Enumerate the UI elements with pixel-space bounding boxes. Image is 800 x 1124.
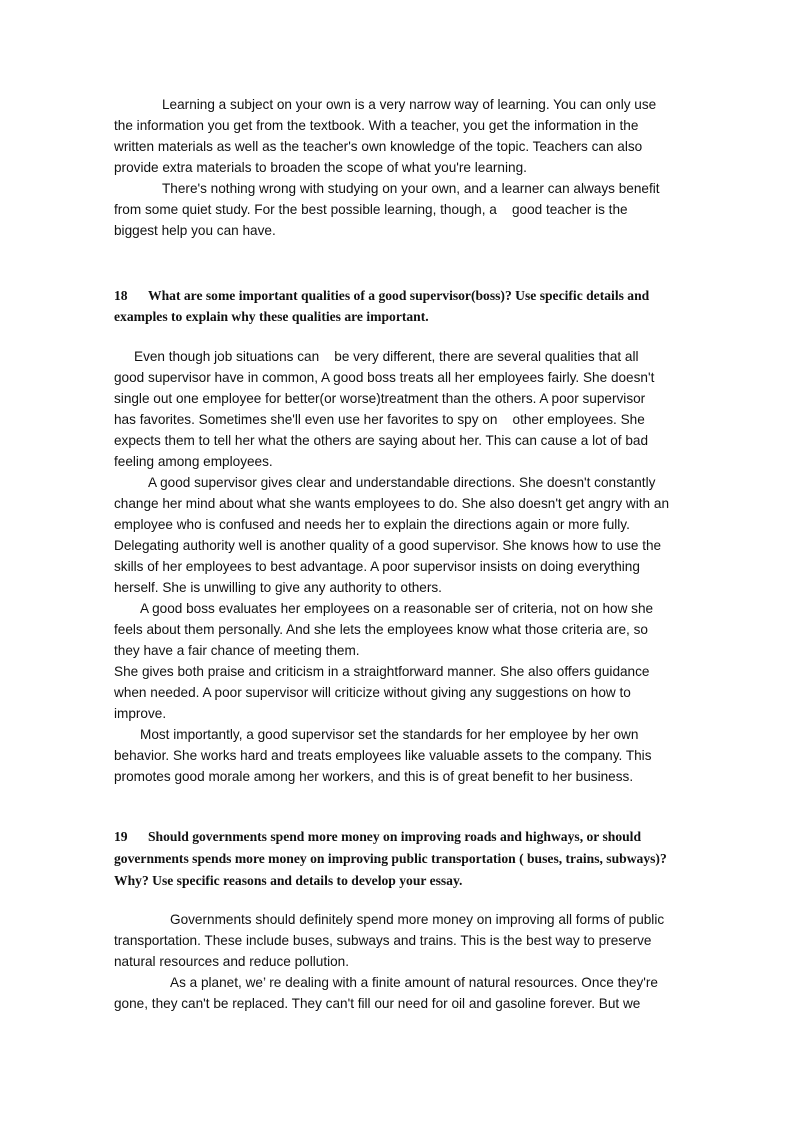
essay17-line: biggest help you can have. (114, 223, 276, 238)
essay18-line: promotes good morale among her workers, and this is of great benefit to her business. (114, 769, 634, 784)
essay18-line: A good boss evaluates her employees on a reasonable ser of criteria, not on how she (140, 601, 654, 616)
essay19-line: Governments should definitely spend more money on improving all forms of public (170, 912, 665, 927)
essay18-line: behavior. She works hard and treats employees like valuable assets to the company. This (114, 748, 652, 763)
essay17-line: from some quiet study. For the best possible learning, though, a good teacher is the (114, 202, 628, 217)
essay17-line: the information you get from the textbook. With a teacher, you get the information in the (114, 118, 639, 133)
question18-heading-line: examples to explain why these qualities are important. (114, 309, 429, 324)
question18-heading-line: What are some important qualities of a good supervisor(boss)? Use specific details and (148, 288, 650, 303)
essay18-line: improve. (114, 706, 167, 721)
essay19-line: transportation. These include buses, subways and trains. This is the best way to preserve (114, 933, 652, 948)
essay19-line: gone, they can't be replaced. They can't fill our need for oil and gasoline forever. But we (114, 996, 641, 1011)
question18-number: 18 (114, 288, 128, 303)
essay18-line: She gives both praise and criticism in a straightforward manner. She also offers guidance (114, 664, 650, 679)
essay18-line: Even though job situations can be very different, there are several qualities that all (134, 349, 639, 364)
essay18-line: they have a fair chance of meeting them. (114, 643, 360, 658)
essay18-line: Delegating authority well is another quality of a good supervisor. She knows how to use the (114, 538, 662, 553)
essay18-line: herself. She is unwilling to give any authority to others. (114, 580, 442, 595)
essay18-line: employee who is confused and needs her to explain the directions again or more fully. (114, 517, 630, 532)
question19-heading-line: Should governments spend more money on improving roads and highways, or should (148, 829, 642, 844)
question19-heading-line: governments spends more money on improving public transportation ( buses, trains, subways)? (114, 851, 667, 866)
essay18-line: when needed. A poor supervisor will criticize without giving any suggestions on how to (114, 685, 631, 700)
essay18-line: Most importantly, a good supervisor set the standards for her employee by her own (140, 727, 639, 742)
essay18-line: good supervisor have in common, A good boss treats all her employees fairly. She doesn't (114, 370, 655, 385)
essay17-line: There's nothing wrong with studying on your own, and a learner can always benefit (162, 181, 660, 196)
essay18-line: single out one employee for better(or worse)treatment than the others. A poor supervisor (114, 391, 646, 406)
essay18-line: A good supervisor gives clear and understandable directions. She doesn't constantly (148, 475, 656, 490)
essay17-line: Learning a subject on your own is a very narrow way of learning. You can only use (162, 97, 657, 112)
essay18-line: expects them to tell her what the others are saying about her. This can cause a lot of bad (114, 433, 648, 448)
essay18-line: skills of her employees to best advantage. A poor supervisor insists on doing everything (114, 559, 640, 574)
essay19-line: As a planet, we’ re dealing with a finite amount of natural resources. Once they're (170, 975, 658, 990)
essay18-line: feeling among employees. (114, 454, 273, 469)
question19-number: 19 (114, 829, 128, 844)
question19-heading-line: Why? Use specific reasons and details to develop your essay. (114, 873, 463, 888)
essay18-line: feels about them personally. And she lets the employees know what those criteria are, so (114, 622, 648, 637)
essay18-line: change her mind about what she wants employees to do. She also doesn't get angry with an (114, 496, 670, 511)
essay18-line: has favorites. Sometimes she'll even use her favorites to spy on other employees. She (114, 412, 645, 427)
essay17-line: written materials as well as the teacher's own knowledge of the topic. Teachers can also (114, 139, 643, 154)
essay17-line: provide extra materials to broaden the scope of what you're learning. (114, 160, 527, 175)
essay19-line: natural resources and reduce pollution. (114, 954, 350, 969)
